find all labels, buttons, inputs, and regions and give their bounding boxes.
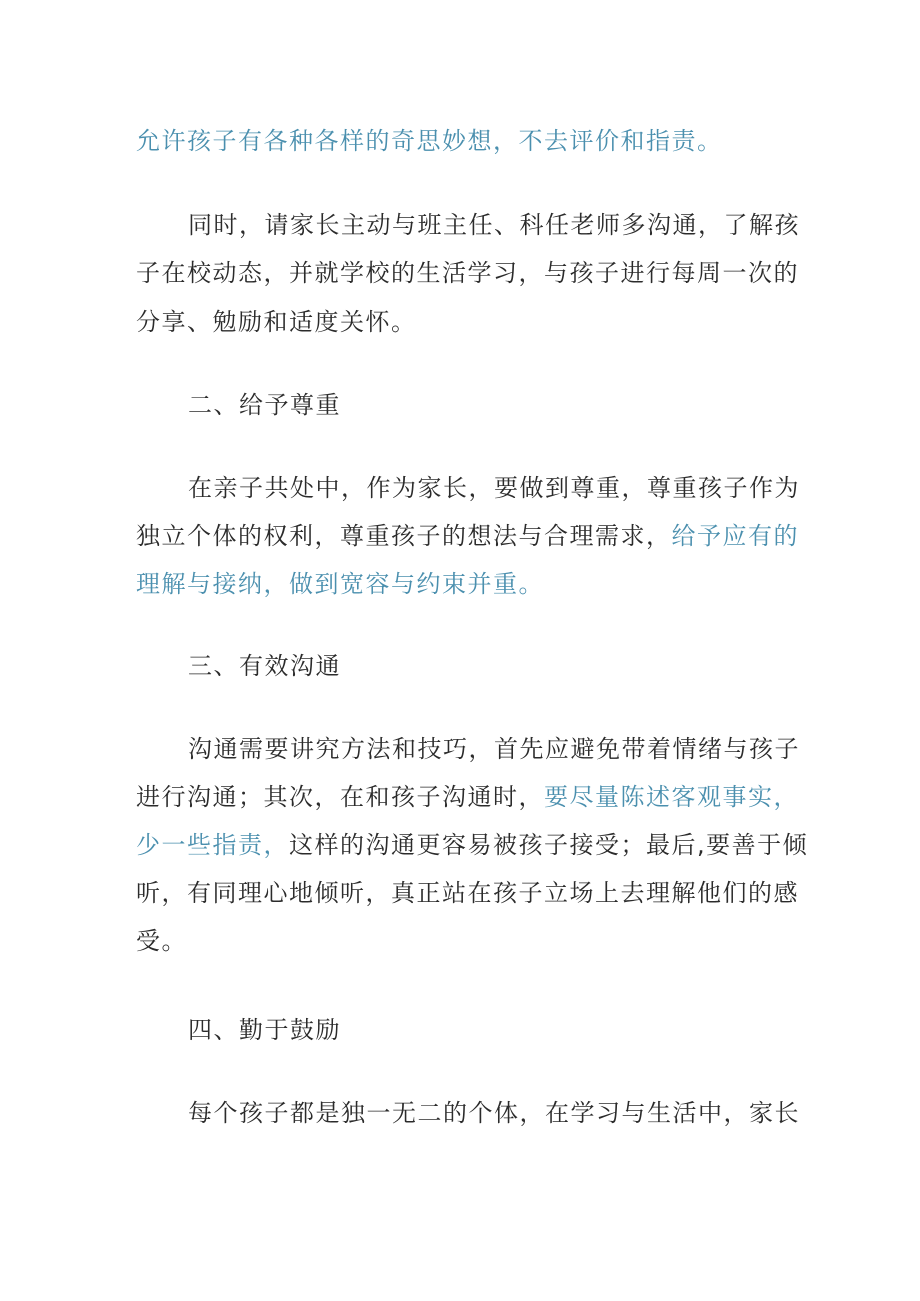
paragraph-line: 受。 <box>136 927 187 955</box>
paragraph-line <box>136 564 796 604</box>
section-heading: 三、有效沟通 <box>188 652 341 680</box>
paragraph-line <box>136 121 796 161</box>
paragraph-line <box>136 825 809 865</box>
paragraph-line: 沟通需要讲究方法和技巧，首先应避免带着情绪与孩子 <box>188 735 800 763</box>
paragraph-line: 分享、勉励和适度关怀。 <box>136 308 417 336</box>
highlight-text: 理解与接纳，做到宽容与约束并重。 <box>136 570 544 598</box>
paragraph-line: 子在校动态，并就学校的生活学习，与孩子进行每周一次的 <box>136 259 799 287</box>
paragraph-line: 同时，请家长主动与班主任、科任老师多沟通，了解孩 <box>188 211 800 239</box>
section-heading: 二、给予尊重 <box>188 391 341 419</box>
paragraph-line: 听，有同理心地倾听，真正站在孩子立场上去理解他们的感 <box>136 879 799 907</box>
highlight-text: 要尽量陈述客观事实， <box>544 783 799 811</box>
plain-text: 这样的沟通更容易被孩子接受；最后,要善于倾 <box>289 831 809 859</box>
plain-text: 进行沟通；其次，在和孩子沟通时， <box>136 783 544 811</box>
section-heading: 四、勤于鼓励 <box>188 1016 341 1044</box>
plain-text: 独立个体的权利，尊重孩子的想法与合理需求， <box>136 522 672 550</box>
paragraph-line <box>136 777 799 817</box>
highlight-text: 给予应有的 <box>671 522 799 550</box>
paragraph-line: 每个孩子都是独一无二的个体，在学习与生活中，家长 <box>188 1099 800 1127</box>
highlight-text: 少一些指责， <box>136 831 289 859</box>
paragraph-line <box>136 516 799 556</box>
highlight-text: 允许孩子有各种各样的奇思妙想，不去评价和指责。 <box>136 127 723 155</box>
paragraph-line: 在亲子共处中，作为家长，要做到尊重，尊重孩子作为 <box>188 474 800 502</box>
